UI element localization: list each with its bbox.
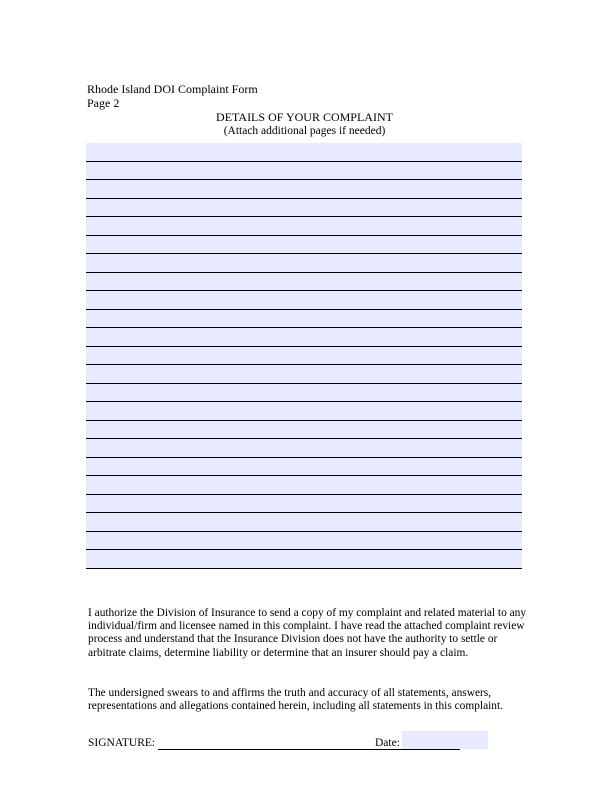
affirmation-paragraph: The undersigned swears to and affirms the truth and accuracy of all statements, answers, representations and allegations contained herein, including all statements in this complaint.	[88, 687, 504, 713]
complaint-line-field[interactable]	[86, 365, 522, 384]
complaint-details-lines	[86, 143, 522, 569]
form-name: Rhode Island DOI Complaint Form	[87, 82, 258, 96]
signature-label: SIGNATURE:	[88, 737, 156, 749]
complaint-line-field[interactable]	[86, 495, 522, 514]
complaint-line-field[interactable]	[86, 254, 522, 273]
complaint-line-field[interactable]	[86, 328, 522, 347]
authorization-paragraph: I authorize the Division of Insurance to send a copy of my complaint and related material to any individual/firm and licensee named in this complaint. I have read the attached complaint review process and understand that the Insurance Division does not have the authority to settle or arbitrate claims, determine liability or determine that an insurer should pay a claim.	[88, 607, 527, 659]
signature-line[interactable]	[158, 749, 460, 750]
complaint-line-field[interactable]	[86, 550, 522, 569]
complaint-line-field[interactable]	[86, 384, 522, 403]
complaint-line-field[interactable]	[86, 143, 522, 162]
complaint-line-field[interactable]	[86, 421, 522, 440]
complaint-line-field[interactable]	[86, 476, 522, 495]
complaint-line-field[interactable]	[86, 217, 522, 236]
complaint-line-field[interactable]	[86, 439, 522, 458]
section-subtitle: (Attach additional pages if needed)	[223, 125, 386, 137]
page-number: Page 2	[87, 96, 120, 110]
complaint-line-field[interactable]	[86, 291, 522, 310]
complaint-line-field[interactable]	[86, 236, 522, 255]
complaint-line-field[interactable]	[86, 347, 522, 366]
complaint-line-field[interactable]	[86, 458, 522, 477]
complaint-line-field[interactable]	[86, 180, 522, 199]
section-title: DETAILS OF YOUR COMPLAINT	[216, 110, 393, 124]
complaint-line-field[interactable]	[86, 310, 522, 329]
complaint-line-field[interactable]	[86, 199, 522, 218]
complaint-line-field[interactable]	[86, 513, 522, 532]
form-header	[87, 82, 258, 110]
complaint-line-field[interactable]	[86, 532, 522, 551]
complaint-line-field[interactable]	[86, 402, 522, 421]
date-label: Date:	[375, 737, 400, 749]
complaint-line-field[interactable]	[86, 273, 522, 292]
complaint-line-field[interactable]	[86, 162, 522, 181]
date-field[interactable]	[402, 731, 488, 749]
